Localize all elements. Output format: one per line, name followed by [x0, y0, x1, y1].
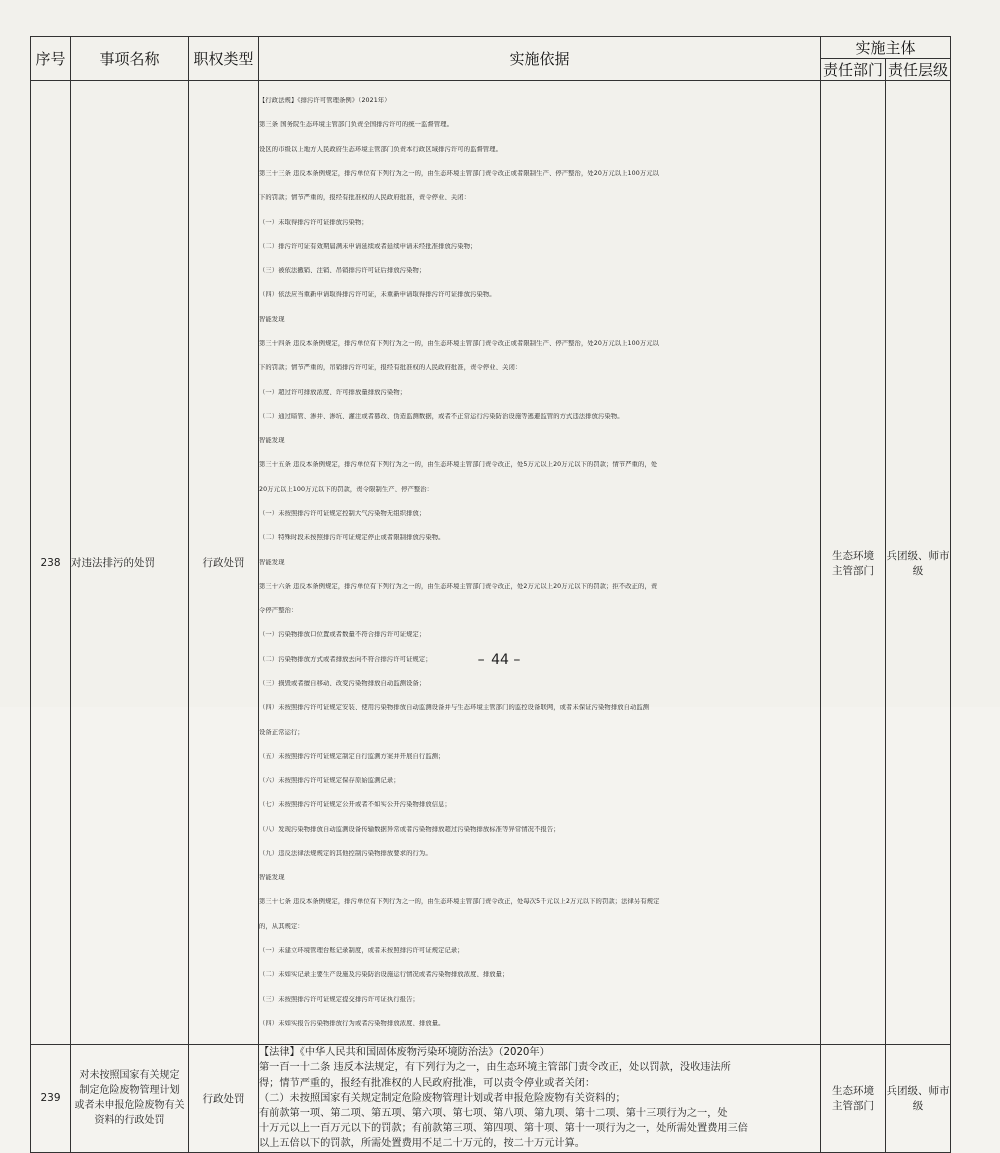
basis-line: 下的罚款；情节严重的，报经有批准权的人民政府批准，责令停业、关闭： — [259, 194, 471, 202]
basis-line: （一）未建立环境管理台账记录制度，或者未按照排污许可证规定记录； — [259, 947, 464, 955]
basis-line: （一）未取得排污许可证排放污染物； — [259, 218, 368, 226]
basis-line: （二）特殊时段未按照排污许可证规定停止或者限制排放污染物。 — [259, 534, 445, 542]
basis-line: （四）未按照排污许可证规定安装、使用污染物排放自动监测设备并与生态环境主管部门的监控设备联网，或者未保证污染物排放自动监测 — [259, 704, 650, 712]
basis-line: （一）未按照排污许可证规定控制大气污染物无组织排放； — [259, 509, 426, 517]
basis-line: （三）损毁或者擅自移动、改变污染物排放自动监测设备； — [259, 679, 426, 687]
basis-line: 第三条 国务院生态环境主管部门负责全国排污许可的统一监督管理。 — [259, 121, 454, 129]
basis-line: 设备正常运行； — [259, 728, 304, 736]
basis-line: 【法律】《中华人民共和国固体废物污染环境防治法》（2020年） — [259, 1047, 550, 1059]
basis-line: （六）未按照排污许可证规定保存原始监测记录； — [259, 777, 400, 785]
dept-line: 生态环境 — [832, 549, 874, 562]
power-list-table — [30, 36, 951, 1153]
row-dept — [821, 1045, 886, 1152]
basis-line: （八）发现污染物排放自动监测设备传输数据异常或者污染物排放超过污染物排放标准等异常情况不报告； — [259, 825, 560, 833]
basis-line: 第一百一十二条 违反本法规定，有下列行为之一，由生态环境主管部门责令改正，处以罚款，没收违法所 — [259, 1062, 731, 1074]
row-item-name — [71, 1045, 189, 1152]
row-basis — [259, 81, 821, 1045]
basis-line: （二）通过暗管、渗井、渗坑、灌注或者篡改、伪造监测数据，或者不正常运行污染防治设施等逃避监管的方式违法排放污染物。 — [259, 412, 624, 420]
basis-line: 智能发现 — [259, 874, 285, 882]
row-seq: 238 — [31, 81, 71, 1045]
basis-line: （九）违反法律法规规定的其他控制污染物排放要求的行为。 — [259, 849, 432, 857]
basis-line: （二）未如实记录主要生产设施及污染防治设施运行情况或者污染物排放浓度、排放量； — [259, 971, 509, 979]
basis-line: （一）污染物排放口位置或者数量不符合排污许可证规定； — [259, 631, 426, 639]
basis-line: 智能发现 — [259, 315, 285, 323]
basis-line: 以上五倍以下的罚款，所需处置费用不足二十万元的，按二十万元计算。 — [259, 1138, 585, 1150]
row-power-type: 行政处罚 — [189, 81, 259, 1045]
basis-line: （二）污染物排放方式或者排放去向不符合排污许可证规定； — [259, 655, 432, 663]
header-seq: 序号 — [31, 37, 71, 81]
basis-line: 第三十三条 违反本条例规定，排污单位有下列行为之一的，由生态环境主管部门责令改正或者限制生产、停产整治，处20万元以上100万元以 — [259, 170, 660, 178]
dept-line: 生态环境 — [832, 1085, 874, 1098]
basis-line: （四）依法应当重新申请取得排污许可证，未重新申请取得排污许可证排放污染物。 — [259, 291, 496, 299]
basis-line: （四）未如实报告污染物排放行为或者污染物排放浓度、排放量。 — [259, 1019, 445, 1027]
basis-line: （一）超过许可排放浓度、许可排放量排放污染物； — [259, 388, 407, 396]
item-name-line: 资料的行政处罚 — [94, 1115, 165, 1127]
row-level: 兵团级、师市级 — [886, 81, 951, 1045]
basis-line: 十万元以上一百万元以下的罚款；有前款第三项、第四项、第十项、第十一项行为之一，处所需处置费用三倍 — [259, 1123, 748, 1135]
basis-line: 第三十五条 违反本条例规定，排污单位有下列行为之一的，由生态环境主管部门责令改正，处5万元以上20万元以下的罚款；情节严重的，处 — [259, 461, 658, 469]
header-power-type: 职权类型 — [189, 37, 259, 81]
header-level: 责任层级 — [886, 59, 951, 81]
basis-line: （五）未按照排污许可证规定制定自行监测方案并开展自行监测； — [259, 752, 445, 760]
basis-line: 的，从其规定： — [259, 922, 304, 930]
table-row — [31, 81, 951, 1045]
basis-line: 第三十七条 违反本条例规定，排污单位有下列行为之一的，由生态环境主管部门责令改正，处每次5千元以上2万元以下的罚款；法律另有规定 — [259, 898, 660, 906]
header-item-name: 事项名称 — [71, 37, 189, 81]
basis-line: 得；情节严重的，报经有批准权的人民政府批准，可以责令停业或者关闭： — [259, 1077, 596, 1089]
page-number: 44 — [491, 652, 509, 668]
header-subject: 实施主体 — [821, 37, 951, 59]
header-dept: 责任部门 — [821, 59, 886, 81]
basis-line: 【行政法规】《排污许可管理条例》（2021年） — [259, 97, 391, 105]
row-seq: 239 — [31, 1045, 71, 1152]
basis-line: （七）未按照排污许可证规定公开或者不如实公开污染物排放信息； — [259, 801, 451, 809]
row-item-name: 对违法排污的处罚 — [71, 81, 189, 1045]
basis-line: 设区的市级以上地方人民政府生态环境主管部门负责本行政区域排污许可的监督管理。 — [259, 145, 503, 153]
row-power-type: 行政处罚 — [189, 1045, 259, 1152]
row-level: 兵团级、师市级 — [886, 1045, 951, 1152]
basis-line: 令停产整治： — [259, 607, 298, 615]
basis-line: （三）被依法撤销、注销、吊销排污许可证后排放污染物； — [259, 267, 426, 275]
row-basis — [259, 1045, 821, 1152]
header-row-top — [31, 37, 951, 59]
item-name-line: 制定危险废物管理计划 — [79, 1085, 180, 1097]
table-row — [31, 1045, 951, 1152]
basis-line: （二）未按照国家有关规定制定危险废物管理计划或者申报危险废物有关资料的； — [259, 1092, 626, 1104]
basis-line: 有前款第一项、第二项、第五项、第六项、第七项、第八项、第九项、第十二项、第十三项行为之一，处 — [259, 1107, 728, 1119]
basis-line: 第三十六条 违反本条例规定，排污单位有下列行为之一的，由生态环境主管部门责令改正，处2万元以上20万元以下的罚款；拒不改正的，责 — [259, 582, 658, 590]
item-name-line: 对未按照国家有关规定 — [79, 1070, 180, 1082]
basis-line: 智能发现 — [259, 437, 285, 445]
item-name-line: 或者未申报危险废物有关 — [74, 1100, 185, 1112]
basis-line: （二）排污许可证有效期届满未申请延续或者延续申请未经批准排放污染物； — [259, 242, 477, 250]
dept-line: 主管部门 — [832, 564, 874, 577]
footer-dash: – — [513, 652, 523, 668]
row-dept — [821, 81, 886, 1045]
page-footer — [0, 652, 1000, 668]
basis-line: 第三十四条 违反本条例规定，排污单位有下列行为之一的，由生态环境主管部门责令改正或者限制生产、停产整治，处20万元以上100万元以 — [259, 340, 660, 347]
basis-line: 20万元以上100万元以下的罚款，责令限制生产、停产整治： — [259, 485, 434, 493]
footer-dash: – — [477, 652, 487, 668]
basis-line: 下的罚款；情节严重的，吊销排污许可证，报经有批准权的人民政府批准，责令停业、关闭： — [259, 364, 522, 372]
basis-line: （三）未按照排污许可证规定提交排污许可证执行报告； — [259, 995, 419, 1003]
header-basis: 实施依据 — [259, 37, 821, 81]
dept-line: 主管部门 — [832, 1100, 874, 1113]
basis-line: 智能发现 — [259, 558, 285, 566]
